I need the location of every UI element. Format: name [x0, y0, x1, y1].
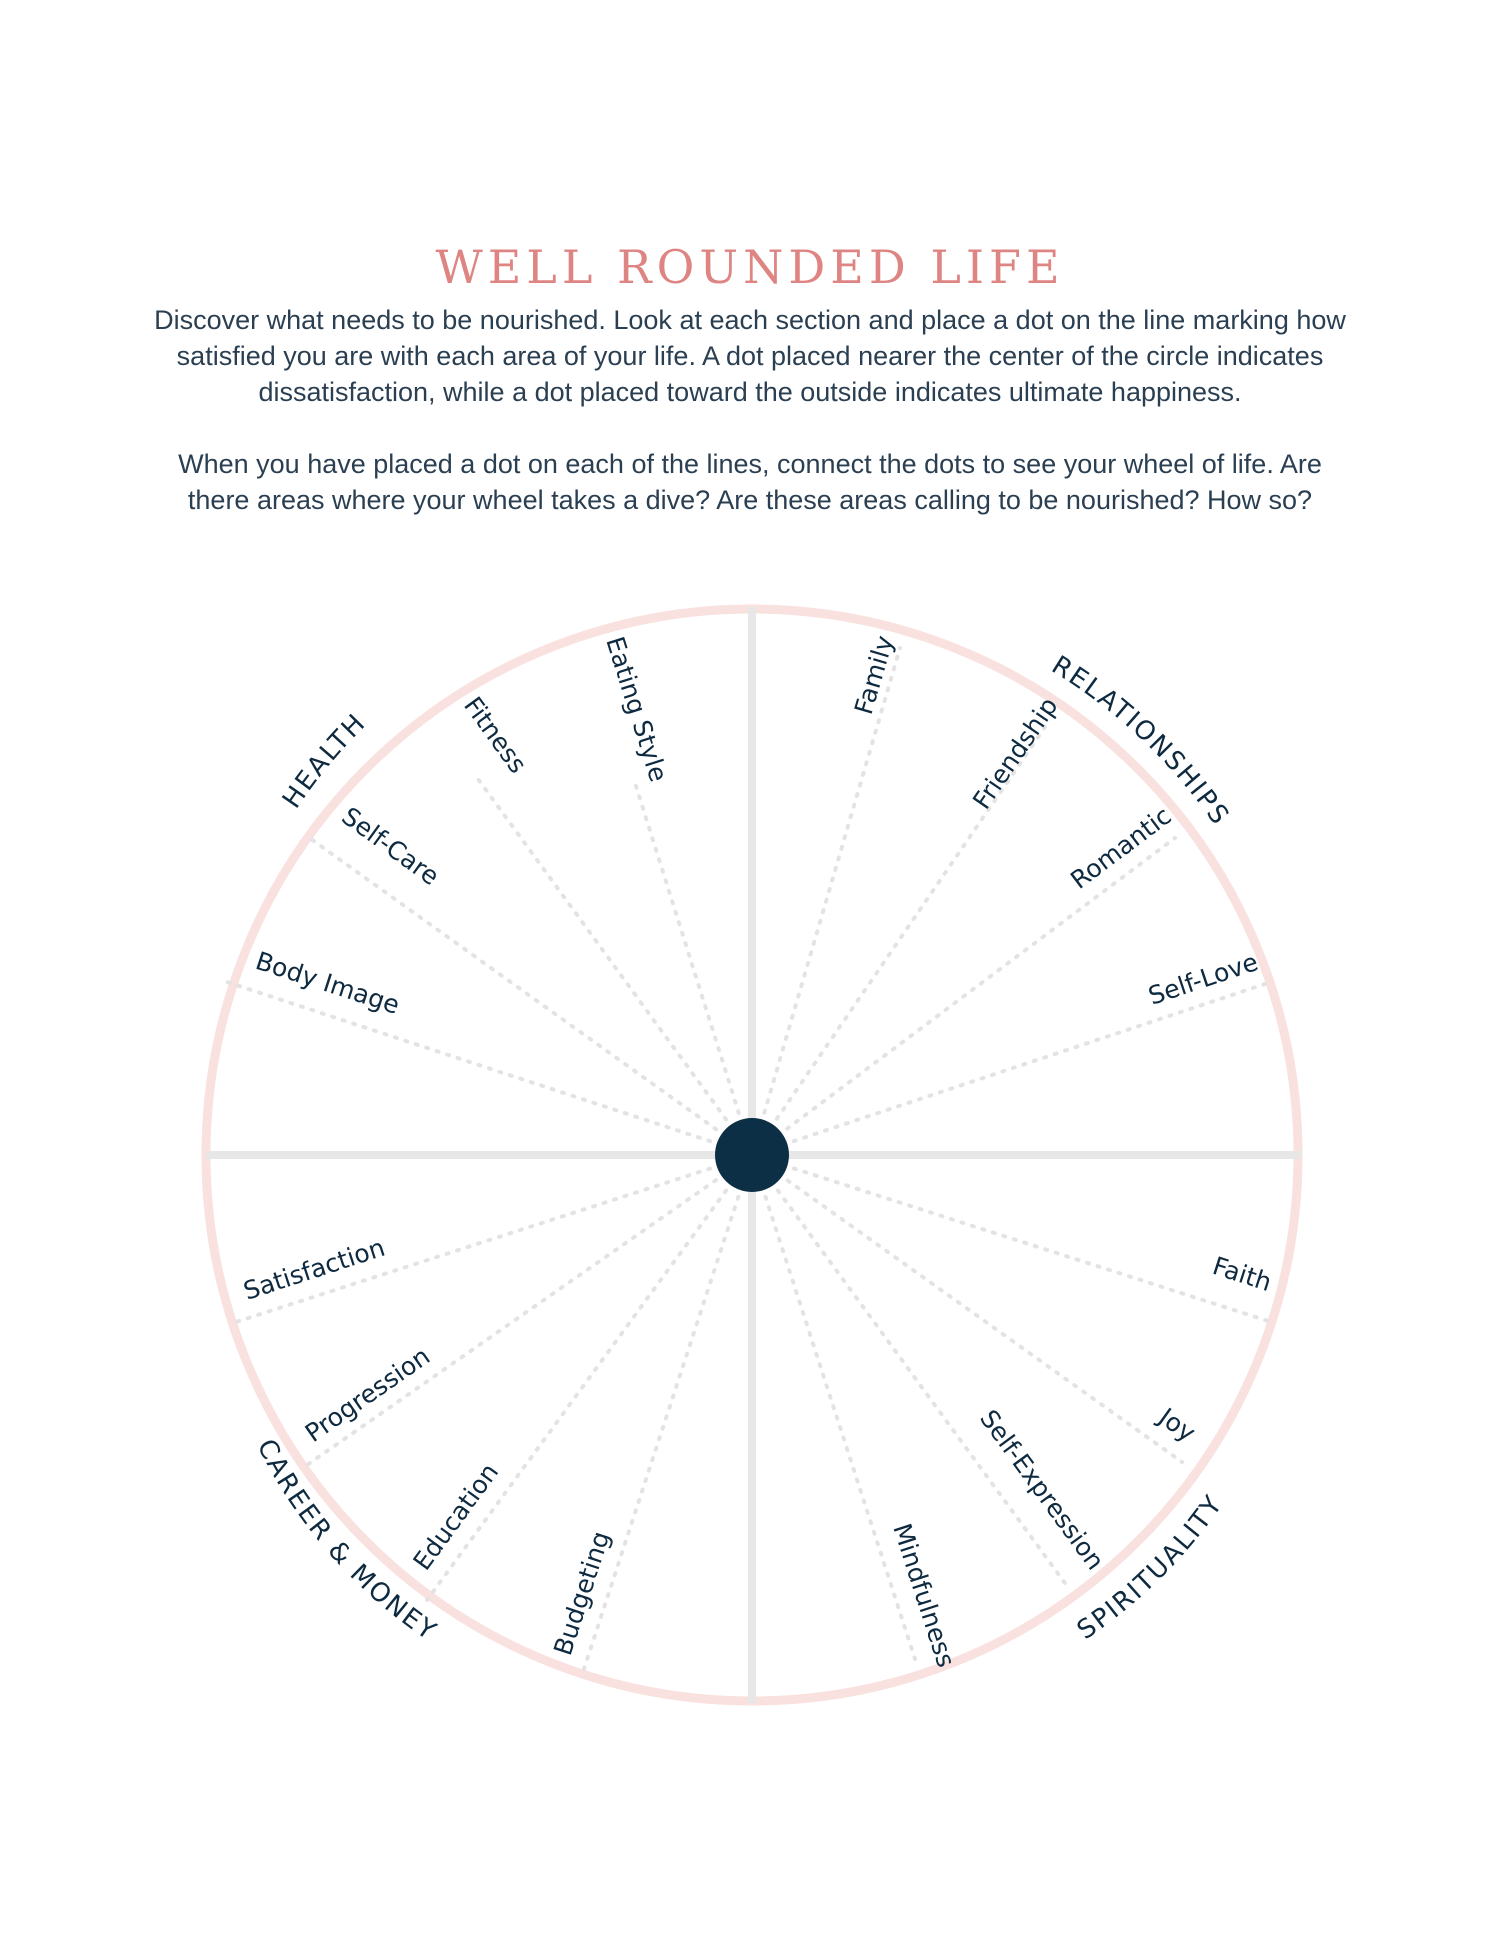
- area-joy: Joy: [1153, 1402, 1201, 1448]
- spoke-self-love: [752, 983, 1268, 1155]
- area-education: Education: [407, 1457, 505, 1576]
- area-body-image: Body Image: [252, 946, 404, 1020]
- spoke-budgeting: [582, 1155, 752, 1675]
- spoke-fitness: [478, 779, 752, 1155]
- spoke-progression: [307, 1155, 752, 1465]
- area-self-love: Self-Love: [1144, 947, 1262, 1011]
- area-faith: Faith: [1209, 1251, 1276, 1298]
- area-romantic: Romantic: [1065, 801, 1177, 895]
- area-budgeting: Budgeting: [548, 1527, 616, 1659]
- wheel-center-dot: [715, 1118, 789, 1192]
- page-title: WELL ROUNDED LIFE: [435, 240, 1065, 294]
- area-family: Family: [848, 632, 900, 718]
- instructions-paragraph-2: When you have placed a dot on each of the lines, connect the dots to see your wheel of life. Are there areas where your wheel takes a dive? Are these areas calling to be nourished? How so?: [178, 449, 1322, 515]
- spoke-eating-style: [635, 783, 752, 1155]
- spoke-body-image: [224, 981, 752, 1155]
- area-friendship: Friendship: [967, 691, 1064, 815]
- area-satisfaction: Satisfaction: [239, 1232, 389, 1306]
- area-self-expression: Self-Expression: [974, 1404, 1110, 1576]
- spoke-joy: [752, 1155, 1182, 1462]
- area-progression: Progression: [299, 1341, 436, 1448]
- instructions-paragraph-1: Discover what needs to be nourished. Look at each section and place a dot on the line marking how satisfied you are with each area of your life. A dot placed nearer the center of the circle indicates dissatisfaction, while a dot placed toward the outside indicates ultimate happiness.: [154, 305, 1346, 407]
- category-spirituality: SPIRITUALITY: [1071, 1489, 1230, 1646]
- category-career-money: CAREER & MONEY: [250, 1434, 443, 1648]
- area-mindfulness: Mindfulness: [887, 1519, 961, 1671]
- area-eating-style: Eating Style: [600, 633, 674, 786]
- spoke-romantic: [752, 838, 1175, 1155]
- area-fitness: Fitness: [458, 691, 533, 779]
- category-health: HEALTH: [276, 707, 373, 814]
- spoke-satisfaction: [236, 1155, 752, 1322]
- spoke-mindfulness: [752, 1155, 915, 1659]
- spoke-faith: [752, 1155, 1268, 1321]
- category-relationships: RELATIONSHIPS: [1046, 650, 1236, 832]
- area-self-care: Self-Care: [336, 801, 445, 892]
- spoke-family: [752, 648, 900, 1155]
